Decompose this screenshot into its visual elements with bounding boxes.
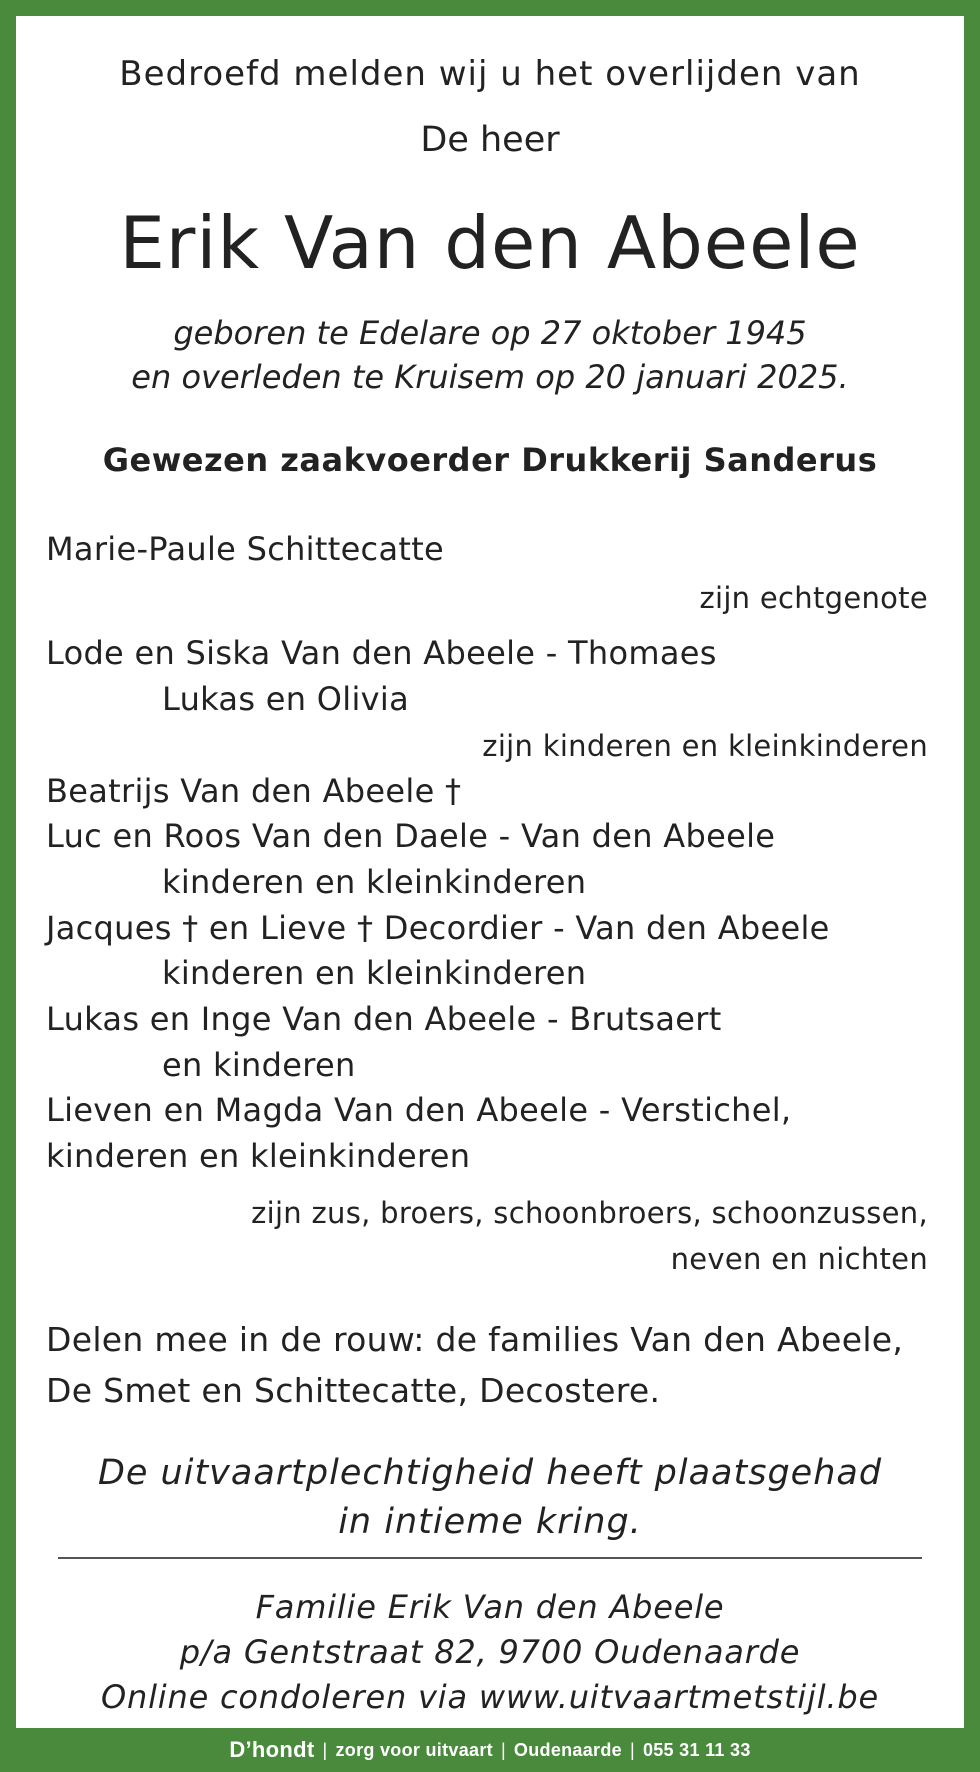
address-street: p/a Gentstraat 82, 9700 Oudenaarde (179, 1633, 801, 1671)
sibling-descendants-line: kinderen en kleinkinderen (162, 863, 587, 901)
sibling-descendants-line: kinderen en kleinkinderen (46, 1137, 471, 1175)
address-family: Familie Erik Van den Abeele (255, 1588, 725, 1626)
funeral-home-city: Oudenaarde (513, 1739, 622, 1760)
footer-separator: | (629, 1739, 635, 1760)
funeral-home-tagline: zorg voor uitvaart (335, 1739, 493, 1760)
sibling-line: Jacques † en Lieve † Decordier - Van den Abeele (46, 909, 830, 947)
sibling-descendants-line: kinderen en kleinkinderen (162, 954, 587, 992)
deceased-name: Erik Van den Abeele (119, 201, 861, 285)
salutation: De heer (420, 120, 560, 160)
mourning-line2: De Smet en Schittecatte, Decostere. (46, 1371, 661, 1410)
spouse-name: Marie-Paule Schittecatte (46, 530, 445, 568)
sibling-line: Lukas en Inge Van den Abeele - Brutsaert (46, 1000, 722, 1038)
footer-separator: | (500, 1739, 506, 1760)
grandchildren-line: Lukas en Olivia (162, 680, 410, 718)
siblings-relation-line2: neven en nichten (670, 1242, 928, 1276)
funeral-home-brand: D’hondt (229, 1737, 315, 1762)
spouse-relation: zijn echtgenote (699, 581, 928, 615)
sibling-descendants-line: en kinderen (162, 1046, 356, 1084)
occupation: Gewezen zaakvoerder Drukkerij Sanderus (102, 441, 878, 479)
condolence-line: Online condoleren via www.uitvaartmetstijl.be (101, 1678, 879, 1716)
funeral-line1: De uitvaartplechtigheid heeft plaatsgehad (97, 1453, 883, 1493)
footer-separator: | (322, 1739, 328, 1760)
funeral-home-phone: 055 31 11 33 (642, 1739, 751, 1760)
mourning-line1: Delen mee in de rouw: de families Van den Abeele, (46, 1320, 904, 1359)
funeral-line2: in intieme kring. (338, 1502, 642, 1542)
child-line: Lode en Siska Van den Abeele - Thomaes (46, 634, 717, 672)
sibling-line: Luc en Roos Van den Daele - Van den Abeele (46, 817, 776, 855)
siblings-relation-line1: zijn zus, broers, schoonbroers, schoonzussen, (251, 1196, 928, 1230)
divider (58, 1557, 922, 1559)
sibling-line: Beatrijs Van den Abeele † (46, 772, 462, 810)
sibling-line: Lieven en Magda Van den Abeele - Verstichel, (46, 1091, 792, 1129)
death-line: en overleden te Kruisem op 20 januari 2025. (131, 358, 849, 396)
intro-text: Bedroefd melden wij u het overlijden van (119, 54, 861, 94)
children-relation: zijn kinderen en kleinkinderen (482, 729, 928, 763)
footer-bar (0, 1728, 980, 1772)
birth-line: geboren te Edelare op 27 oktober 1945 (173, 314, 807, 352)
